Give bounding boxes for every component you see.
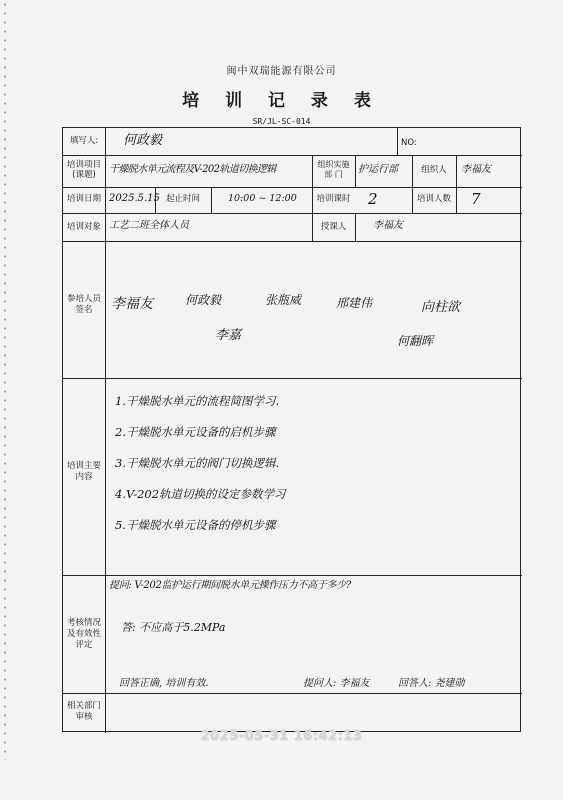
project-label-line2: (课题) [72,170,96,180]
project-value: 干燥脱水单元流程及V-202轨道切换逻辑 [109,164,276,175]
participant-signature: 李嘉 [215,328,242,343]
timestamp-watermark: 2025-05-31 16:42:13 [200,729,363,744]
org-dept-label-line2: 部 门 [324,170,343,179]
assessment-result: 回答正确, 培训有效. [119,678,209,689]
participant-signature: 李福友 [111,296,153,312]
review-label-line1: 相关部门 [66,701,101,711]
assessment-question: 提问: V-202监护运行期间脱水单元操作压力不高于多少? [109,580,351,591]
lecturer-value: 李福友 [373,220,403,231]
content-item: 3.干燥脱水单元的阀门切换逻辑. [115,456,280,470]
date-label: 培训日期 [66,194,101,204]
content-label-line2: 内容 [75,472,93,482]
assessment-answer: 答: 不应高于5.2MPa [121,621,226,634]
filler-value: 何政毅 [123,133,163,148]
assessment-label-line1: 考核情况 [66,618,101,628]
project-label [63,160,105,180]
company-name: 闽中双瑞能源有限公司 [226,66,337,77]
time-label: 起止时间 [165,194,200,204]
assessment-label [63,618,105,651]
document-number: SR/JL-SC-014 [252,117,311,126]
org-dept-label [312,160,355,180]
assessment-label-line3: 评定 [75,640,93,650]
org-dept-value: 护运行部 [358,164,398,175]
participant-signature: 张瓶威 [265,293,302,307]
scan-edge-noise [2,0,8,760]
content-item: 2.干燥脱水单元设备的启机步骤 [115,425,276,439]
time-value: 10:00 ~ 12:00 [228,193,297,204]
assessment-label-line2: 及有效性 [66,629,101,639]
assessment-answerer: 回答人: 尧建勋 [398,678,465,689]
review-label [63,701,105,723]
target-value: 工艺二班全体人员 [109,220,189,231]
content-label [63,461,105,483]
organizer-label: 组织人 [421,165,447,175]
org-dept-label-line1: 组织实施 [317,160,350,169]
participant-signature: 何翻晖 [397,334,434,348]
no-label: NO: [401,138,417,148]
participants-label-line2: 签名 [75,305,93,315]
participant-signature: 何政毅 [185,293,222,307]
hours-value: 2 [368,190,378,208]
count-value: 7 [471,190,481,208]
content-item: 5.干燥脱水单元设备的停机步骤 [115,518,276,532]
filler-label: 填写人: [69,136,99,146]
lecturer-label: 授课人 [320,222,347,232]
date-value: 2025.5.15 [109,193,160,204]
project-label-line1: 培训项目 [66,160,101,170]
review-label-line2: 审核 [75,712,93,722]
assessment-asker: 提问人: 李福友 [303,678,370,689]
training-record-table [62,127,521,732]
target-label: 培训对象 [66,222,101,232]
hours-label: 培训课时 [316,194,351,204]
content-list [115,386,286,541]
participants-label-line1: 参培人员 [66,294,101,304]
content-item: 1.干燥脱水单元的流程简图学习. [115,394,280,408]
organizer-value: 李福友 [461,164,491,175]
participant-signature: 向柱欲 [421,300,461,315]
content-label-line1: 培训主要 [66,461,101,471]
count-label: 培训人数 [416,194,451,204]
content-item: 4.V-202轨道切换的设定参数学习 [115,487,286,501]
participants-label [63,294,105,316]
participant-signature: 邢建伟 [336,296,373,310]
form-title: 培 训 记 录 表 [182,91,381,111]
